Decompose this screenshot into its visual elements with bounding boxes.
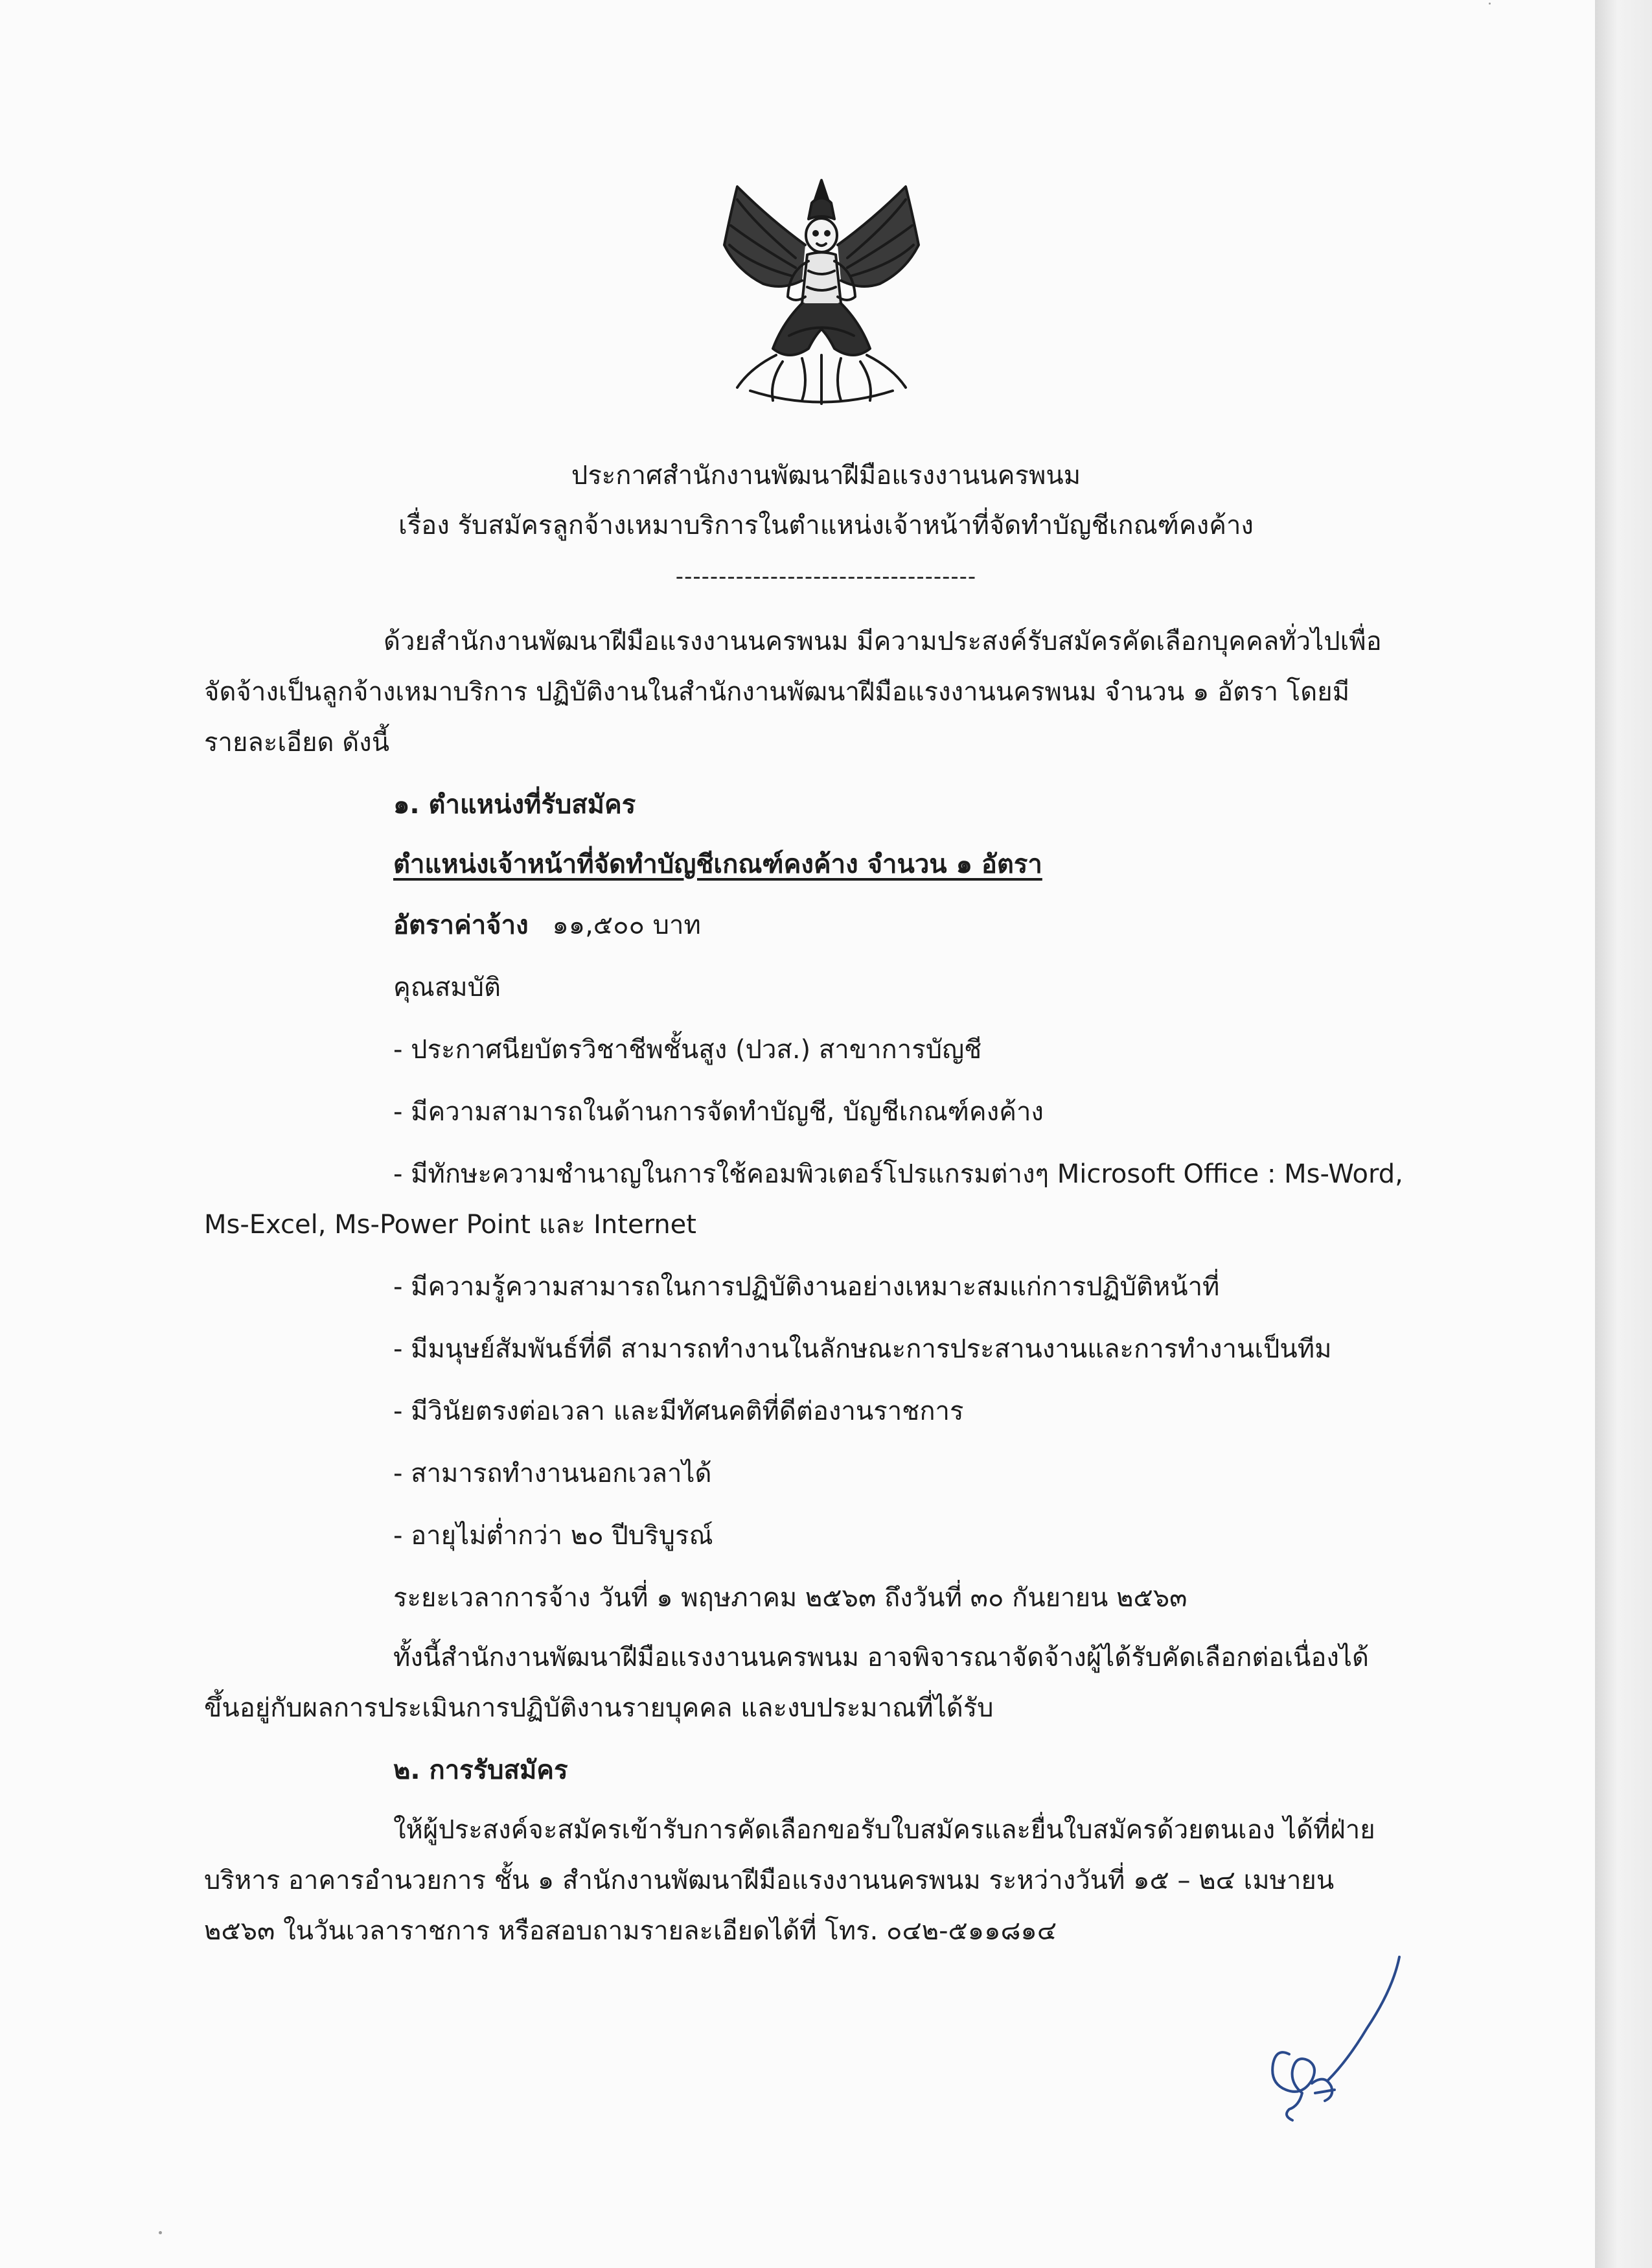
continuation-note-2: ขึ้นอยู่กับผลการประเมินการปฏิบัติงานรายบุคคล และงบประมาณที่ได้รับ bbox=[204, 1693, 994, 1723]
qualification-item: - สามารถทำงานนอกเวลาได้ bbox=[393, 1459, 712, 1488]
intro-line-2: จัดจ้างเป็นลูกจ้างเหมาบริการ ปฏิบัติงานในสำนักงานพัฒนาฝีมือแรงงานนครพนม จำนวน ๑ อัตรา โดยมี bbox=[204, 677, 1350, 707]
announcement-subject: เรื่อง รับสมัครลูกจ้างเหมาบริการในตำแหน่งเจ้าหน้าที่จัดทำบัญชีเกณฑ์คงค้าง bbox=[398, 511, 1254, 540]
handwritten-signature-icon bbox=[1250, 1950, 1419, 2145]
intro-line-1: ด้วยสำนักงานพัฒนาฝีมือแรงงานนครพนม มีความประสงค์รับสมัครคัดเลือกบุคคลทั่วไปเพื่อ bbox=[384, 627, 1382, 656]
qualification-item: - อายุไม่ต่ำกว่า ๒๐ ปีบริบูรณ์ bbox=[393, 1521, 713, 1551]
garuda-emblem-icon bbox=[711, 174, 932, 413]
application-line-2: บริหาร อาคารอำนวยการ ชั้น ๑ สำนักงานพัฒนาฝีมือแรงงานนครพนม ระหว่างวันที่ ๑๕ – ๒๔ เมษายน bbox=[204, 1866, 1335, 1895]
wage-row bbox=[393, 907, 701, 943]
announcement-title: ประกาศสำนักงานพัฒนาฝีมือแรงงานนครพนม bbox=[571, 461, 1081, 491]
title-separator: ----------------------------------- bbox=[675, 564, 977, 590]
wage-value: ๑๑,๕๐๐ บาท bbox=[552, 910, 701, 940]
qualifications-label: คุณสมบัติ bbox=[393, 973, 501, 1002]
continuation-note-1: ทั้งนี้สำนักงานพัฒนาฝีมือแรงงานนครพนม อาจพิจารณาจัดจ้างผู้ได้รับคัดเลือกต่อเนื่องได้ bbox=[393, 1643, 1369, 1672]
position-title: ตำแหน่งเจ้าหน้าที่จัดทำบัญชีเกณฑ์คงค้าง จำนวน ๑ อัตรา bbox=[393, 850, 1042, 879]
intro-line-3: รายละเอียด ดังนี้ bbox=[204, 728, 390, 758]
section2-heading: ๒. การรับสมัคร bbox=[393, 1755, 568, 1785]
section1-heading: ๑. ตำแหน่งที่รับสมัคร bbox=[393, 790, 636, 820]
scan-speck bbox=[159, 2231, 162, 2234]
scan-background-edge bbox=[1595, 0, 1652, 2268]
qualification-item: - ประกาศนียบัตรวิชาชีพชั้นสูง (ปวส.) สาขาการบัญชี bbox=[393, 1035, 982, 1065]
qualification-item: - มีความรู้ความสามารถในการปฏิบัติงานอย่างเหมาะสมแก่การปฏิบัติหน้าที่ bbox=[393, 1272, 1220, 1302]
qualification-item-continued: Ms-Excel, Ms-Power Point และ Internet bbox=[204, 1210, 696, 1240]
qualification-item: - มีมนุษย์สัมพันธ์ที่ดี สามารถทำงานในลักษณะการประสานงานและการทำงานเป็นทีม bbox=[393, 1334, 1332, 1364]
application-line-1: ให้ผู้ประสงค์จะสมัครเข้ารับการคัดเลือกขอรับใบสมัครและยื่นใบสมัครด้วยตนเอง ได้ที่ฝ่าย bbox=[393, 1815, 1375, 1845]
wage-label: อัตราค่าจ้าง bbox=[393, 910, 529, 940]
application-line-3: ๒๕๖๓ ในวันเวลาราชการ หรือสอบถามรายละเอียดได้ที่ โทร. ๐๔๒-๕๑๑๘๑๔ bbox=[204, 1916, 1057, 1946]
qualification-item: - มีทักษะความชำนาญในการใช้คอมพิวเตอร์โปรแกรมต่างๆ Microsoft Office : Ms-Word, bbox=[393, 1159, 1403, 1189]
scan-speck bbox=[1489, 3, 1491, 5]
qualification-item: - มีวินัยตรงต่อเวลา และมีทัศนคติที่ดีต่องานราชการ bbox=[393, 1396, 964, 1426]
qualification-item: - มีความสามารถในด้านการจัดทำบัญชี, บัญชีเกณฑ์คงค้าง bbox=[393, 1097, 1044, 1127]
employment-period: ระยะเวลาการจ้าง วันที่ ๑ พฤษภาคม ๒๕๖๓ ถึงวันที่ ๓๐ กันยายน ๒๕๖๓ bbox=[393, 1583, 1187, 1613]
